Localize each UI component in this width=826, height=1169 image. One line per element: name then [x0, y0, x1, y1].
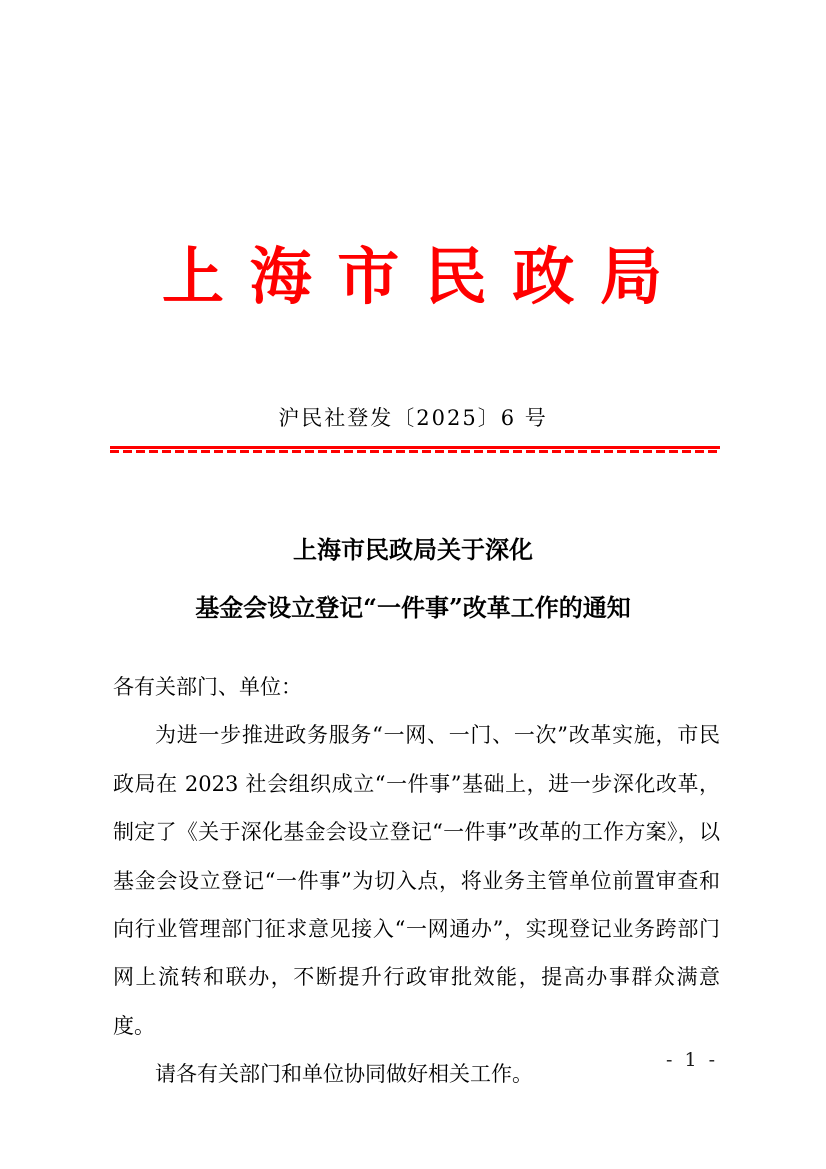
notice-title: [0, 521, 826, 637]
divider-dashed-line: [110, 450, 720, 453]
page-number: - 1 -: [665, 1049, 718, 1071]
body-paragraph-1: 为进一步推进政务服务“一网、一门、一次”改革实施，市民政局在 2023 社会组织成立“一件事”基础上，进一步深化改革，制定了《关于深化基金会设立登记“一件事”改革的工作方案》，以基金会设立登记“一件事”为切入点，将业务主管单位前置审查和向行业管理部门征求意见接入“一网通办”，实现登记业务跨部门网上流转和联办，不断提升行政审批效能，提高办事群众满意度。: [113, 723, 720, 1038]
salutation-line: 各有关部门、单位：: [113, 675, 302, 699]
notice-title-line2: 基金会设立登记“一件事”改革工作的通知: [195, 593, 631, 622]
document-number: 沪民社登发〔2025〕6 号: [278, 406, 548, 430]
body-paragraph-2: 请各有关部门和单位协同做好相关工作。: [155, 1062, 533, 1087]
letterhead-divider-rule: [110, 446, 720, 453]
divider-solid-line: [110, 446, 720, 449]
notice-title-line1: 上海市民政局关于深化: [293, 535, 533, 564]
letterhead-agency-name: 上 海 市 民 政 局: [162, 240, 664, 313]
notice-body: [113, 663, 720, 1099]
